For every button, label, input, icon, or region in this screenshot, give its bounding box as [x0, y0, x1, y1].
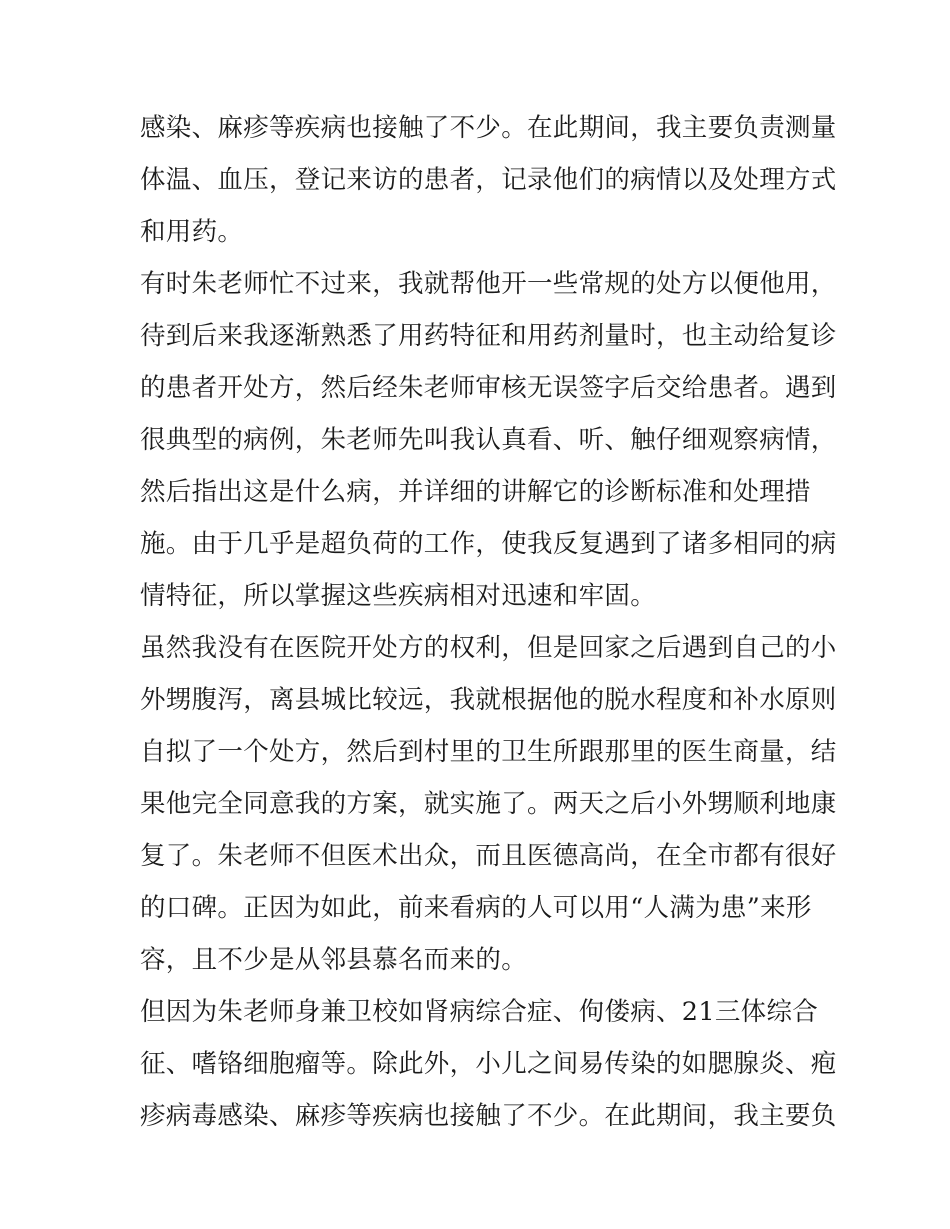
text-line: 然后指出这是什么病，并详细的讲解它的诊断标准和处理措 — [140, 477, 811, 507]
text-line: 自拟了一个处方，然后到村里的卫生所跟那里的医生商量，结 — [140, 737, 837, 767]
document-body — [140, 102, 837, 1142]
text-line: 疹病毒感染、麻疹等疾病也接触了不少。在此期间，我主要负 — [140, 1101, 837, 1131]
text-line: 待到后来我逐渐熟悉了用药特征和用药剂量时，也主动给复诊 — [140, 321, 837, 351]
text-line: 体温、血压，登记来访的患者，记录他们的病情以及处理方式 — [140, 165, 837, 195]
text-line: 施。由于几乎是超负荷的工作，使我反复遇到了诸多相同的病 — [140, 529, 837, 559]
text-line: 征、嗜铬细胞瘤等。除此外，小儿之间易传染的如腮腺炎、疱 — [140, 1049, 837, 1079]
text-line: 复了。朱老师不但医术出众，而且医德高尚，在全市都有很好 — [140, 841, 837, 871]
text-line: 有时朱老师忙不过来，我就帮他开一些常规的处方以便他用， — [140, 269, 837, 299]
text-line: 果他完全同意我的方案，就实施了。两天之后小外甥顺利地康 — [140, 789, 837, 819]
text-line: 很典型的病例，朱老师先叫我认真看、听、触仔细观察病情， — [140, 425, 837, 455]
text-line: 容，且不少是从邻县慕名而来的。 — [140, 945, 528, 975]
text-line: 虽然我没有在医院开处方的权利，但是回家之后遇到自己的小 — [140, 633, 837, 663]
text-line: 和用药。 — [140, 217, 244, 247]
text-line: 感染、麻疹等疾病也接触了不少。在此期间，我主要负责测量 — [140, 113, 837, 143]
text-line: 情特征，所以掌握这些疾病相对迅速和牢固。 — [140, 581, 657, 611]
text-line: 外甥腹泻，离县城比较远，我就根据他的脱水程度和补水原则 — [140, 685, 837, 715]
text-line: 的口碑。正因为如此，前来看病的人可以用“人满为患”来形 — [140, 893, 812, 923]
text-line: 的患者开处方，然后经朱老师审核无误签字后交给患者。遇到 — [140, 373, 837, 403]
text-line: 但因为朱老师身兼卫校如肾病综合症、佝偻病、21三体综合 — [140, 997, 819, 1027]
